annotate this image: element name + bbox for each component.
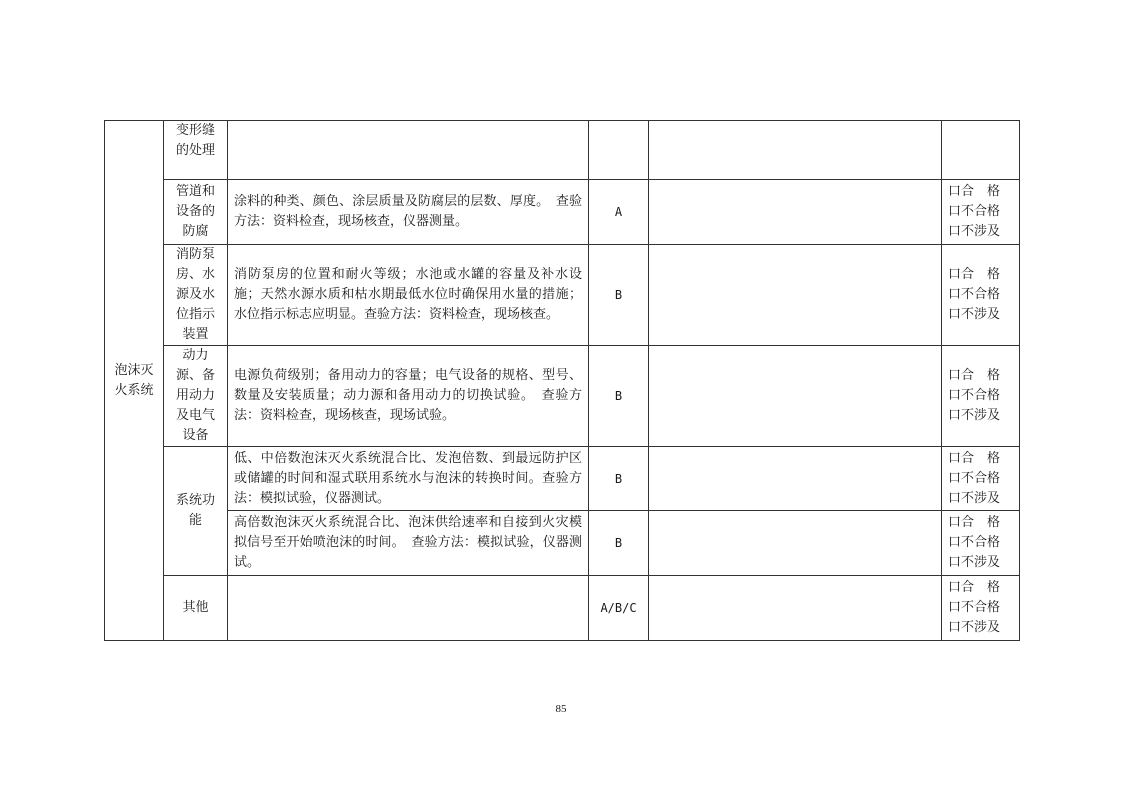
result-pass[interactable]: 口合 格 bbox=[948, 267, 1001, 282]
result-na[interactable]: 口不涉及 bbox=[948, 408, 1001, 423]
result-pass[interactable]: 口合 格 bbox=[948, 580, 1001, 595]
table-row bbox=[105, 245, 1020, 346]
check-content: 涂料的种类、颜色、涂层质量及防腐层的层数、厚度。 查验方法：资料检查，现场核查，仪器测量。 bbox=[228, 180, 589, 245]
result-fail[interactable]: 口不合格 bbox=[948, 287, 1001, 302]
item-label: 系统功能 bbox=[164, 447, 228, 576]
check-content bbox=[228, 121, 589, 180]
system-label: 泡沫灭火系统 bbox=[105, 121, 164, 641]
notes-cell bbox=[649, 180, 942, 245]
item-label: 变形缝的处理 bbox=[164, 121, 228, 180]
result-pass[interactable]: 口合 格 bbox=[948, 184, 1001, 199]
check-content bbox=[228, 576, 589, 641]
result-cell bbox=[942, 121, 1020, 180]
result-fail[interactable]: 口不合格 bbox=[948, 535, 1001, 550]
notes-cell bbox=[649, 511, 942, 576]
result-cell bbox=[942, 511, 1020, 576]
result-cell bbox=[942, 576, 1020, 641]
table-row bbox=[105, 180, 1020, 245]
table-row bbox=[105, 576, 1020, 641]
result-na[interactable]: 口不涉及 bbox=[948, 490, 1001, 506]
result-cell bbox=[942, 245, 1020, 346]
grade: B bbox=[589, 447, 649, 511]
check-content: 低、中倍数泡沫灭火系统混合比、发泡倍数、到最远防护区或储罐的时间和湿式联用系统水与泡沫的转换时间。查验方法：模拟试验，仪器测试。 bbox=[228, 447, 589, 511]
check-content: 高倍数泡沫灭火系统混合比、泡沫供给速率和自接到火灾模拟信号至开始喷泡沫的时间。 查验方法：模拟试验，仪器测试。 bbox=[228, 511, 589, 576]
check-content: 电源负荷级别；备用动力的容量；电气设备的规格、型号、数量及安装质量；动力源和备用动力的切换试验。 查验方法：资料检查，现场核查，现场试验。 bbox=[228, 346, 589, 447]
table-row bbox=[105, 447, 1020, 511]
check-content: 消防泵房的位置和耐火等级；水池或水罐的容量及补水设施；天然水源水质和枯水期最低水位时确保用水量的措施；水位指示标志应明显。查验方法：资料检查，现场核查。 bbox=[228, 245, 589, 346]
notes-cell bbox=[649, 447, 942, 511]
result-pass[interactable]: 口合 格 bbox=[948, 515, 1001, 530]
result-fail[interactable]: 口不合格 bbox=[948, 388, 1001, 403]
grade: A bbox=[589, 180, 649, 245]
grade bbox=[589, 121, 649, 180]
table-row bbox=[105, 121, 1020, 180]
page-number: 85 bbox=[555, 703, 567, 715]
item-label: 消防泵房、水源及水位指示装置 bbox=[164, 245, 228, 346]
grade: B bbox=[589, 511, 649, 576]
result-na[interactable]: 口不涉及 bbox=[948, 307, 1001, 322]
grade: B bbox=[589, 346, 649, 447]
result-na[interactable]: 口不涉及 bbox=[948, 224, 1001, 239]
inspection-table bbox=[104, 120, 1020, 641]
item-label: 动力源、备用动力及电气设备 bbox=[164, 346, 228, 447]
result-pass[interactable]: 口合 格 bbox=[948, 450, 1001, 466]
result-na[interactable]: 口不涉及 bbox=[948, 620, 1001, 635]
grade: A/B/C bbox=[589, 576, 649, 641]
table-row bbox=[105, 511, 1020, 576]
result-pass[interactable]: 口合 格 bbox=[948, 368, 1001, 383]
item-label: 管道和设备的防腐 bbox=[164, 180, 228, 245]
table-row bbox=[105, 346, 1020, 447]
notes-cell bbox=[649, 121, 942, 180]
item-label: 其他 bbox=[164, 576, 228, 641]
grade: B bbox=[589, 245, 649, 346]
result-fail[interactable]: 口不合格 bbox=[948, 204, 1001, 219]
result-cell bbox=[942, 180, 1020, 245]
result-fail[interactable]: 口不合格 bbox=[948, 600, 1001, 615]
result-cell bbox=[942, 346, 1020, 447]
notes-cell bbox=[649, 245, 942, 346]
result-na[interactable]: 口不涉及 bbox=[948, 555, 1001, 570]
notes-cell bbox=[649, 576, 942, 641]
result-cell bbox=[942, 447, 1020, 511]
result-fail[interactable]: 口不合格 bbox=[948, 470, 1001, 486]
notes-cell bbox=[649, 346, 942, 447]
